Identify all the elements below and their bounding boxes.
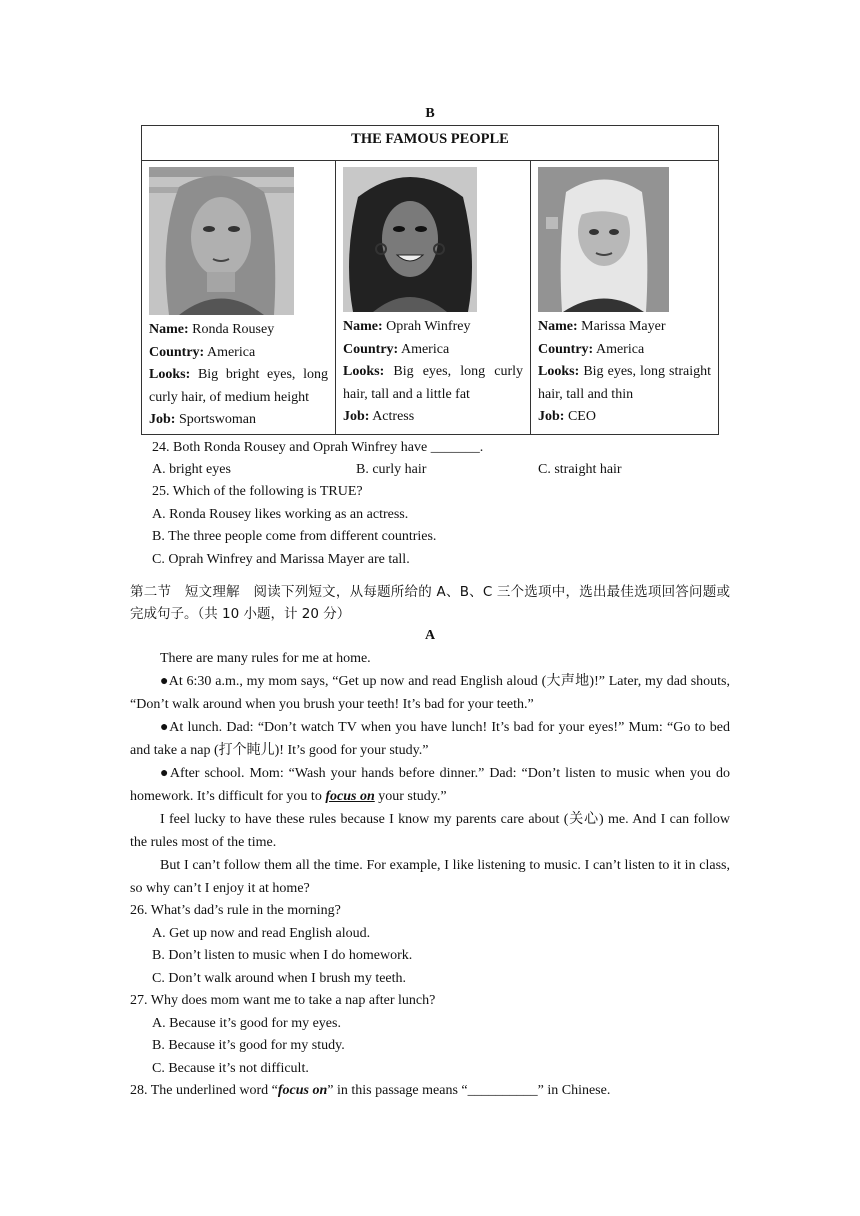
- country-label: Country:: [538, 341, 594, 357]
- person-country: America: [400, 341, 450, 357]
- section-a-letter: A: [424, 628, 436, 643]
- person-name: Oprah Winfrey: [386, 319, 471, 334]
- option-a: A. Because it’s good for my eyes.: [152, 1015, 341, 1031]
- question-27: 27. Why does mom want me to take a nap after lunch?: [130, 993, 436, 1008]
- passage-paragraph: ●At lunch. Dad: “Don’t watch TV when you have lunch! It’s bad for your eyes!” Mum: “Go to bed and take a nap (打个盹儿)! It’s good for your study.”: [130, 720, 730, 758]
- passage-paragraph: There are many rules for me at home.: [160, 651, 371, 666]
- option-c: C. Because it’s not difficult.: [152, 1060, 309, 1076]
- person-name: Marissa Mayer: [581, 319, 666, 334]
- option-b: B. curly hair: [356, 462, 427, 477]
- name-label: Name:: [149, 322, 189, 337]
- person-country: America: [206, 344, 256, 360]
- section-b-letter: B: [425, 106, 435, 121]
- question-26: 26. What’s dad’s rule in the morning?: [130, 903, 341, 918]
- option-a: A. bright eyes: [152, 462, 231, 477]
- question-24-options: [130, 459, 730, 481]
- portrait-image-oprah: [343, 167, 477, 312]
- section-2-heading: 第二节 短文理解 阅读下列短文，从每题所给的 A、B、C 三个选项中，选出最佳选项回答问题或完成句子。（共 10 小题，计 20 分）: [130, 584, 730, 622]
- question-28: [130, 1080, 730, 1103]
- looks-label: Looks:: [343, 364, 385, 379]
- passage-paragraph: [130, 762, 730, 808]
- person-country: America: [595, 341, 645, 357]
- job-label: Job:: [538, 409, 565, 424]
- option-b: B. Because it’s good for my study.: [152, 1038, 345, 1053]
- passage-paragraph: But I can’t follow them all the time. For example, I like listening to music. I can’t listen to it in class, so why can’t I enjoy it at home?: [130, 858, 730, 896]
- table-title: THE FAMOUS PEOPLE: [142, 126, 719, 161]
- option-b: B. The three people come from different countries.: [152, 529, 437, 544]
- job-label: Job:: [343, 409, 370, 424]
- option-b: B. Don’t listen to music when I do homework.: [152, 948, 413, 963]
- person-cell-3: [531, 161, 719, 435]
- looks-label: Looks:: [538, 364, 580, 379]
- person-job: CEO: [567, 409, 596, 424]
- text-span: ●After school. Mom: “Wash your hands before dinner.” Dad: “Don’t listen to music when you do homework. It’s difficult for you to: [130, 766, 730, 804]
- person-looks: Big bright eyes, long curly hair, of medium height: [149, 367, 329, 405]
- job-label: Job:: [149, 412, 176, 427]
- person-looks: Big eyes, long straight hair, tall and thin: [538, 364, 711, 402]
- passage-paragraph: ●At 6:30 a.m., my mom says, “Get up now and read English aloud (大声地)!” Later, my dad shouts, “Don’t walk around when you brush your teeth! It’s bad for your teeth.”: [130, 674, 730, 712]
- person-job: Actress: [372, 409, 415, 424]
- person-looks: Big eyes, long curly hair, tall and a little fat: [343, 364, 523, 402]
- looks-label: Looks:: [149, 367, 191, 382]
- person-cell-2: [336, 161, 531, 435]
- portrait-image-marissa: [538, 167, 669, 312]
- passage-paragraph: I feel lucky to have these rules because I know my parents care about (关心) me. And I can follow the rules most of the time.: [130, 812, 730, 850]
- option-a: A. Get up now and read English aloud.: [152, 925, 371, 941]
- option-c: C. straight hair: [538, 462, 622, 477]
- option-c: C. Don’t walk around when I brush my teeth.: [152, 970, 407, 986]
- person-name: Ronda Rousey: [192, 322, 275, 337]
- text-span: ” in this passage means “__________” in Chinese.: [327, 1083, 611, 1098]
- country-label: Country:: [343, 341, 399, 357]
- question-24: 24. Both Ronda Rousey and Oprah Winfrey have _______.: [152, 439, 484, 455]
- country-label: Country:: [149, 344, 205, 360]
- worksheet-page: [130, 105, 730, 1103]
- name-label: Name:: [343, 319, 383, 334]
- option-a: A. Ronda Rousey likes working as an actress.: [152, 506, 409, 522]
- person-job: Sportswoman: [178, 412, 256, 427]
- question-25: 25. Which of the following is TRUE?: [152, 484, 363, 499]
- portrait-image-ronda: [149, 167, 294, 315]
- focus-on-underlined: focus on: [325, 789, 375, 804]
- option-c: C. Oprah Winfrey and Marissa Mayer are tall.: [152, 551, 410, 567]
- person-cell-1: [142, 161, 336, 435]
- famous-people-table: [141, 125, 719, 435]
- focus-on-term: focus on: [277, 1083, 328, 1098]
- text-span: your study.”: [374, 789, 447, 804]
- name-label: Name:: [538, 319, 578, 334]
- text-span: 28. The underlined word “: [130, 1083, 278, 1098]
